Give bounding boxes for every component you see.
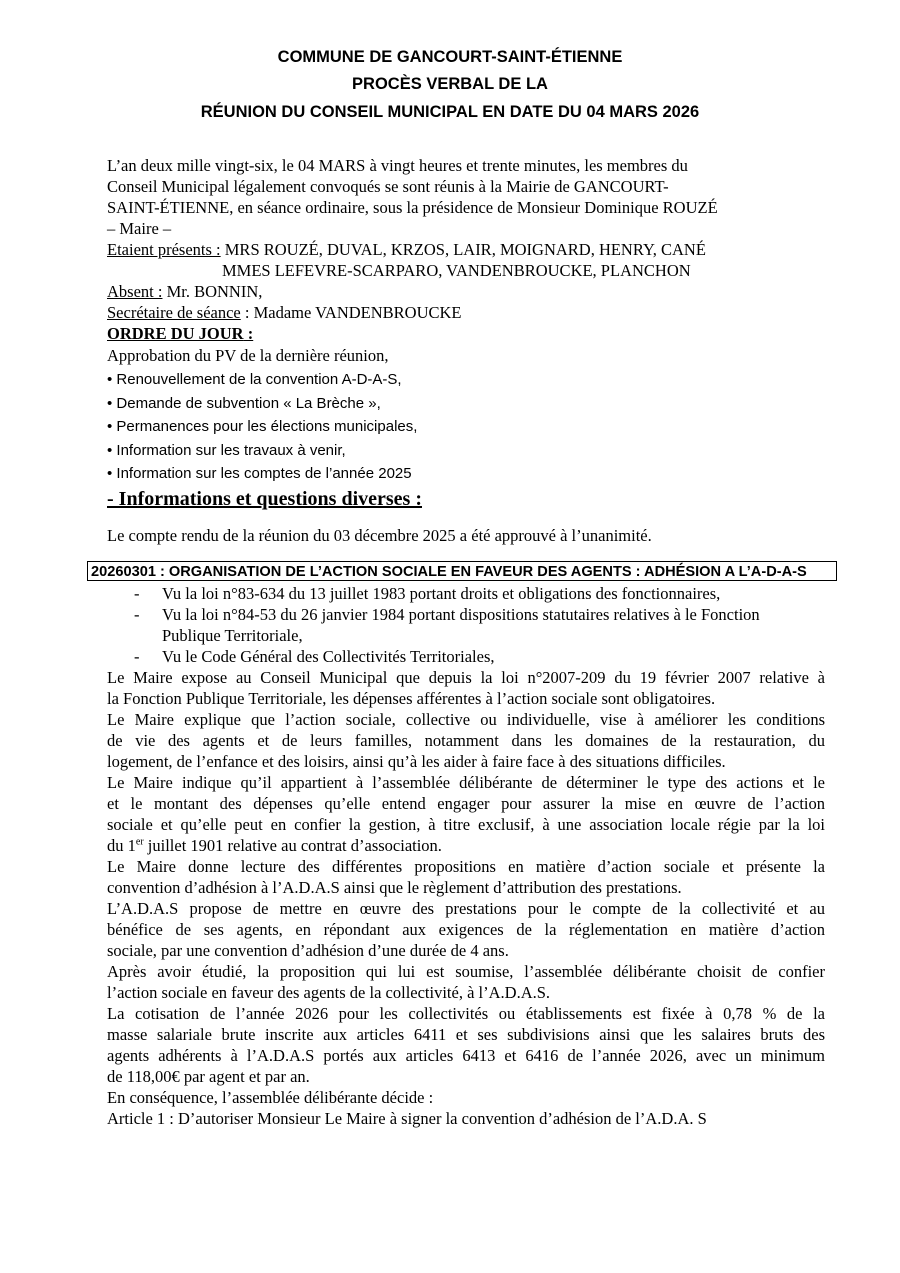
paragraph-text: juillet 1901 relative au contrat d’association. [143, 836, 442, 855]
ref-dash: - [134, 647, 140, 666]
paragraph-line: Le Maire explique que l’action sociale, collective ou individuelle, vise à améliorer les conditions [107, 710, 825, 729]
paragraph-line: agents adhérents à l’A.D.A.S portés aux articles 6413 et 6416 de l’année 2026, avec un minimum [107, 1046, 825, 1065]
agenda-item: Approbation du PV de la dernière réunion, [107, 346, 389, 365]
secretary-label: Secrétaire de séance [107, 303, 241, 322]
deliberation-title: 20260301 : ORGANISATION DE L’ACTION SOCIALE EN FAVEUR DES AGENTS : ADHÉSION A L’A-D-A-S [91, 564, 807, 580]
absent-value: Mr. BONNIN, [162, 282, 263, 301]
legal-reference: Vu la loi n°84-53 du 26 janvier 1984 portant dispositions statutaires relatives à le Fonction [162, 605, 760, 624]
paragraph-cotisation [107, 1003, 825, 1087]
consequence-statement: En conséquence, l’assemblée délibérante décide : [107, 1088, 434, 1107]
present-list-women: MMES LEFEVRE-SCARPARO, VANDENBROUCKE, PLANCHON [222, 261, 691, 280]
paragraph-line: Après avoir étudié, la proposition qui lui est soumise, l’assemblée délibérante choisit de confier [107, 962, 825, 981]
deliberation-heading-box [87, 561, 837, 581]
absent-row [107, 281, 262, 302]
present-row [107, 239, 706, 260]
agenda-title: ORDRE DU JOUR [107, 324, 244, 343]
paragraph-lecture [107, 856, 825, 898]
paragraph-adas-proposal [107, 898, 825, 961]
misc-questions-heading: - Informations et questions diverses : [107, 488, 422, 510]
paragraph-line: La cotisation de l’année 2026 pour les collectivités ou établissements est fixée à 0,78 % de la [107, 1004, 825, 1023]
paragraph-line: Le Maire expose au Conseil Municipal que depuis la loi n°2007-209 du 19 février 2007 relative à [107, 668, 825, 687]
absent-label: Absent : [107, 282, 163, 301]
paragraph-line: L’A.D.A.S propose de mettre en œuvre des prestations pour le compte de la collectivité et au [107, 899, 825, 918]
agenda-title-suffix: : [243, 324, 254, 343]
paragraph-line: et le montant des dépenses qu’elle entend engager pour assurer la mise en œuvre de l’action [107, 794, 825, 813]
paragraph-choice [107, 961, 825, 1003]
agenda-item: • Demande de subvention « La Brèche », [107, 395, 381, 412]
paragraph-line: de 118,00€ par agent et par an. [107, 1067, 310, 1086]
agenda-item: • Permanences pour les élections municipales, [107, 418, 418, 435]
paragraph-line: masse salariale brute inscrite aux articles 6411 et ses subdivisions ainsi que les salaires bruts des [107, 1025, 825, 1044]
legal-reference: Vu la loi n°83-634 du 13 juillet 1983 portant droits et obligations des fonctionnaires, [162, 584, 721, 603]
report-title: PROCÈS VERBAL DE LA [352, 75, 548, 93]
intro-line: L’an deux mille vingt-six, le 04 MARS à vingt heures et trente minutes, les membres du [107, 156, 688, 175]
paragraph-explique [107, 709, 825, 772]
present-list: MRS ROUZÉ, DUVAL, KRZOS, LAIR, MOIGNARD, HENRY, CANÉ [220, 240, 706, 259]
paragraph-line: convention d’adhésion à l’A.D.A.S ainsi que le règlement d’attribution des prestations. [107, 878, 682, 897]
paragraph-text: du 1 [107, 836, 136, 855]
paragraph-line: logement, de l’enfance et des loisirs, ainsi qu’à les aider à faire face à des situations difficiles. [107, 752, 726, 771]
ref-dash: - [134, 584, 140, 603]
secretary-value: : Madame VANDENBROUCKE [240, 303, 462, 322]
meeting-title: RÉUNION DU CONSEIL MUNICIPAL EN DATE DU 04 MARS 2026 [200, 103, 700, 121]
paragraph-line: Le Maire donne lecture des différentes propositions en matière d’action sociale et présente la [107, 857, 825, 876]
legal-reference: Vu le Code Général des Collectivités Territoriales, [162, 647, 495, 666]
secretary-row [107, 302, 462, 323]
agenda-heading [107, 323, 253, 344]
paragraph-line: Le Maire indique qu’il appartient à l’assemblée délibérante de déterminer le type des actions et le [107, 773, 825, 792]
present-label: Etaient présents : [107, 240, 221, 259]
intro-line: SAINT-ÉTIENNE, en séance ordinaire, sous la présidence de Monsieur Dominique ROUZÉ [107, 198, 718, 217]
paragraph-line: sociale et qu’elle peut en confier la gestion, à titre exclusif, à une association locale régie par la loi [107, 815, 825, 834]
intro-line: – Maire – [107, 219, 172, 238]
paragraph-expose [107, 667, 825, 709]
agenda-item: • Information sur les travaux à venir, [107, 442, 346, 459]
ref-dash: - [134, 605, 140, 624]
approval-statement: Le compte rendu de la réunion du 03 décembre 2025 a été approuvé à l’unanimité. [107, 526, 652, 545]
ordinal-superscript: er [135, 836, 144, 848]
article-1: Article 1 : D’autoriser Monsieur Le Maire à signer la convention d’adhésion de l’A.D.A. S [107, 1109, 707, 1128]
paragraph-indique [107, 772, 825, 856]
agenda-item: • Information sur les comptes de l’année 2025 [107, 465, 412, 482]
paragraph-line [107, 835, 825, 856]
legal-reference: Publique Territoriale, [162, 626, 303, 645]
paragraph-line: sociale, par une convention d’adhésion d’une durée de 4 ans. [107, 941, 509, 960]
paragraph-line: de vie des agents et de leurs familles, notamment dans les domaines de la restauration, du [107, 731, 825, 750]
intro-line: Conseil Municipal légalement convoqués se sont réunis à la Mairie de GANCOURT- [107, 177, 669, 196]
agenda-item: • Renouvellement de la convention A-D-A-S, [107, 371, 402, 388]
paragraph-line: la Fonction Publique Territoriale, les dépenses afférentes à l’action sociale sont obligatoires. [107, 689, 716, 708]
commune-title: COMMUNE DE GANCOURT-SAINT-ÉTIENNE [277, 48, 623, 66]
paragraph-line: bénéfice de ses agents, en répondant aux exigences de la réglementation en matière d’action [107, 920, 825, 939]
paragraph-line: l’action sociale en faveur des agents de la collectivité, à l’A.D.A.S. [107, 983, 551, 1002]
